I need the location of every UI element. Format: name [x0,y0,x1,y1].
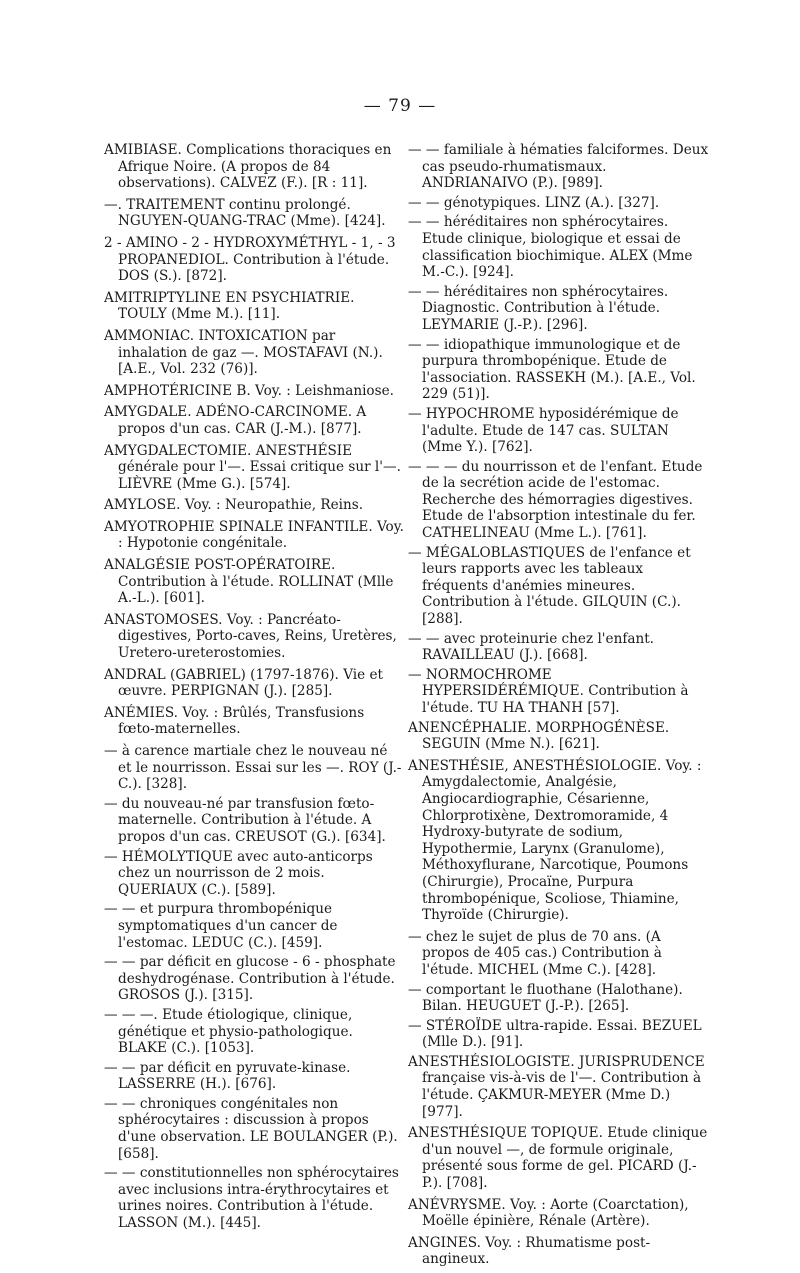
index-entry: — — héréditaires non sphérocytaires. Etude clinique, biologique et essai de classification biochimique. ALEX (Mme M.-C.). [924]. [408,214,693,281]
index-entry: — MÉGALOBLASTIQUES de l'enfance et leurs rapports avec les tableaux fréquents d'anémies mineures. Contribution à l'étude. GILQUIN (C.). [288]. [408,544,691,628]
index-entry: — — chroniques congénitales non sphérocytaires : discussion à propos d'une observation. LE BOULANGER (P.). [658]. [104,1095,398,1162]
index-entry: — HYPOCHROME hyposidérémique de l'adulte. Etude de 147 cas. SULTAN (Mme Y.). [762]. [408,405,679,456]
index-entry: ANÉVRYSME. Voy. : Aorte (Coarctation), Moëlle épinière, Rénale (Artère). [408,1196,689,1230]
index-entry: — — génotypiques. LINZ (A.). [327]. [408,194,660,211]
index-entry: AMYLOSE. Voy. : Neuropathie, Reins. [104,497,364,514]
index-column-left [104,142,404,1235]
page-number: — 79 — [363,96,437,116]
index-entry: — du nouveau-né par transfusion fœto-maternelle. Contribution à l'étude. A propos d'un cas. CREUSOT (G.). [634]. [104,795,386,845]
index-entry: — — et purpura thrombopénique symptomatiques d'un cancer de l'estomac. LEDUC (C.). [459]. [104,901,338,951]
index-entry: AMYGDALE. ADÉNO-CARCINOME. A propos d'un cas. CAR (J.-M.). [877]. [104,404,367,437]
index-entry: AMMONIAC. INTOXICATION par inhalation de gaz —. MOSTAFAVI (N.). [A.E., Vol. 232 (76)]. [104,327,383,378]
index-entry: AMYGDALECTOMIE. ANESTHÉSIE générale pour l'—. Essai critique sur l'—. LIÈVRE (Mme G.). [574]. [104,442,401,492]
index-entry: — chez le sujet de plus de 70 ans. (A propos de 405 cas.) Contribution à l'étude. MICHEL (Mme C.). [428]. [408,928,662,978]
index-entry: ANALGÉSIE POST-OPÉRATOIRE. Contribution à l'étude. ROLLINAT (Mlle A.-L.). [601]. [104,557,394,607]
index-entry: —. TRAITEMENT continu prolongé. NGUYEN-QUANG-TRAC (Mme). [424]. [104,196,386,230]
index-entry: AMITRIPTYLINE EN PSYCHIATRIE. TOULY (Mme M.). [11]. [104,289,355,323]
index-entry: ANENCÉPHALIE. MORPHOGÉNÈSE. SEGUIN (Mme N.). [621]. [408,719,670,753]
index-entry: — — par déficit en glucose - 6 - phosphate deshydrogénase. Contribution à l'étude. GROSOS (J.). [315]. [104,954,396,1004]
index-entry: — NORMOCHROME HYPERSIDÉRÉMIQUE. Contribution à l'étude. TU HA THANH [57]. [408,666,689,716]
index-entry: — — avec proteinurie chez l'enfant. RAVAILLEAU (J.). [668]. [408,630,655,664]
index-entry: — — familiale à hématies falciformes. Deux cas pseudo-rhumatismaux. ANDRIANAIVO (P.). [989]. [408,142,709,192]
index-entry: — — héréditaires non sphérocytaires. Diagnostic. Contribution à l'étude. LEYMARIE (J.-P.). [296]. [408,283,669,333]
index-entry: — — idiopathique immunologique et de purpura thrombopénique. Etude de l'association. RASSEKH (M.). [A.E., Vol. 229 (51)]. [408,336,696,403]
index-entry: ANESTHÉSIE, ANESTHÉSIOLOGIE. Voy. : Amygdalectomie, Analgésie, Angiocardiographie, Césarienne, Chlorprotixène, Dextromoramide, 4 Hydroxy-butyrate de sodium, Hypothermie, Larynx (Granulome), Méthoxyflurane, Narcotique, Poumons (Chirurgie), Procaïne, Purpura thrombopénique, Scoliose, Thiamine, Thyroïde (Chirurgie). [408,757,702,924]
index-entry: AMIBIASE. Complications thoraciques en Afrique Noire. (A propos de 84 observations). CALVEZ (F.). [R : 11]. [104,142,392,192]
index-entry: — — constitutionnelles non sphérocytaires avec inclusions intra-érythrocytaires et urines noires. Contribution à l'étude. LASSON (M.). [445]. [104,1165,399,1232]
index-entry: — — — du nourrisson et de l'enfant. Etude de la secrétion acide de l'estomac. Recherche des hémorragies digestives. Etude de l'absorption intestinale du fer. CATHELINEAU (Mme L.). [761]. [408,458,703,542]
index-entry: ANESTHÉSIOLOGISTE. JURISPRUDENCE française vis-à-vis de l'—. Contribution à l'étude. ÇAKMUR-MEYER (Mme D.) [977]. [408,1053,705,1120]
index-entry: — comportant le fluothane (Halothane). Bilan. HEUGUET (J.-P.). [265]. [408,981,683,1015]
index-entry: ANASTOMOSES. Voy. : Pancréato-digestives, Porto-caves, Reins, Uretères, Uretero-ureterostomies. [104,611,397,662]
index-entry: AMPHOTÉRICINE B. Voy. : Leishmaniose. [104,382,394,399]
index-entry: 2 - AMINO - 2 - HYDROXYMÉTHYL - 1, - 3 PROPANEDIOL. Contribution à l'étude. DOS (S.). [872]. [104,234,396,285]
index-entry: — HÉMOLYTIQUE avec auto-anticorps chez un nourrisson de 2 mois. QUERIAUX (C.). [589]. [104,848,373,898]
index-entry: ANESTHÉSIQUE TOPIQUE. Etude clinique d'un nouvel —, de formule originale, présenté sous forme de gel. PICARD (J.-P.). [708]. [408,1125,708,1192]
index-entry: ANDRAL (GABRIEL) (1797-1876). Vie et œuvre. PERPIGNAN (J.). [285]. [104,666,383,700]
index-entry: ANGINES. Voy. : Rhumatisme post-angineux. [408,1234,651,1268]
index-entry: ANÉMIES. Voy. : Brûlés, Transfusions fœto-maternelles. [104,704,365,738]
index-entry: — à carence martiale chez le nouveau né et le nourrisson. Essai sur les —. ROY (J.-C.). [328]. [104,743,402,793]
index-entry: — STÉROÏDE ultra-rapide. Essai. BEZUEL (Mlle D.). [91]. [408,1017,702,1051]
index-entry: — — —. Etude étiologique, clinique, génétique et physio-pathologique. BLAKE (C.). [1053]. [104,1006,353,1057]
index-entry: — — par déficit en pyruvate-kinase. LASSERRE (H.). [676]. [104,1059,351,1093]
index-column-right [408,142,710,1273]
index-entry: AMYOTROPHIE SPINALE INFANTILE. Voy. : Hypotonie congénitale. [104,518,404,552]
